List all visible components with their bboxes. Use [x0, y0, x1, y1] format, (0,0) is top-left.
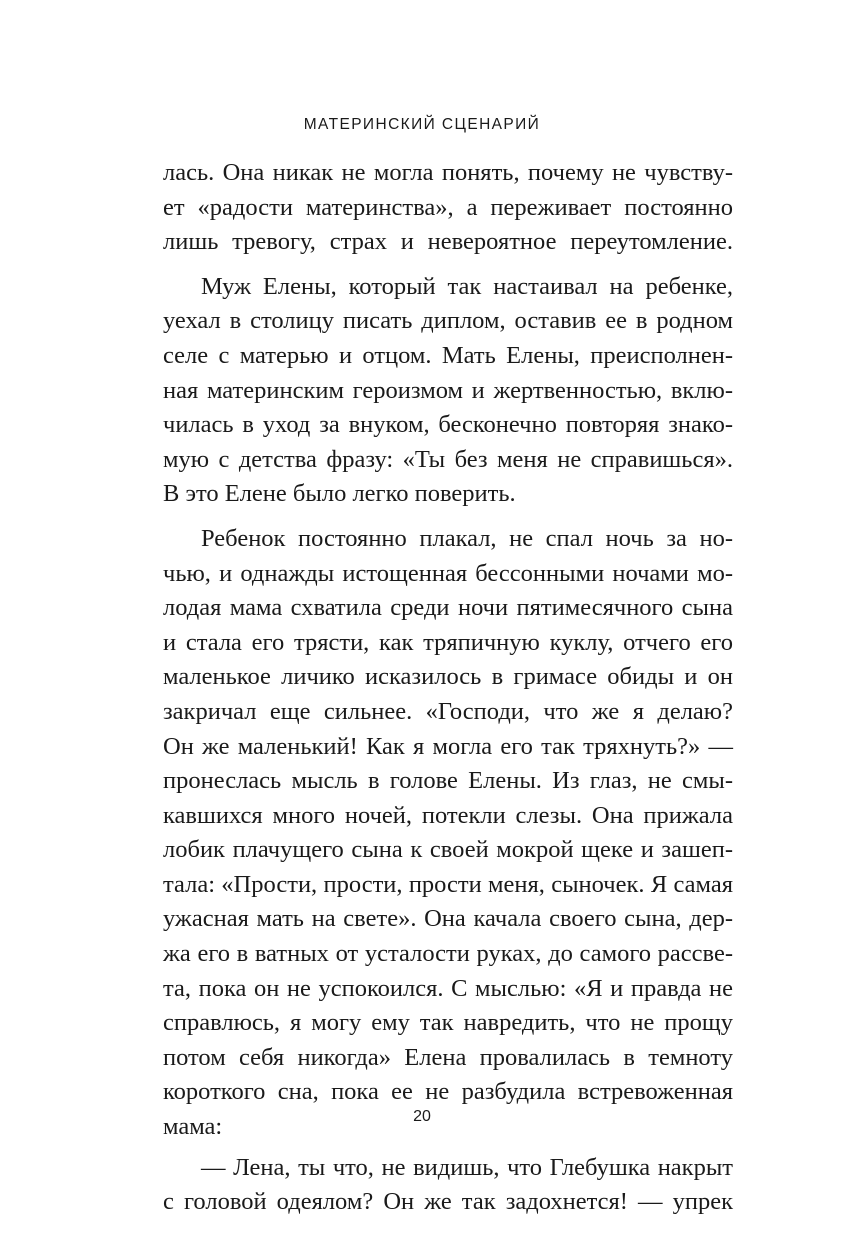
- text-line: чью, и однажды истощенная бессонными ночами мо-: [163, 559, 733, 587]
- text-line: лодая мама схватила среди ночи пятимесячного сына: [163, 594, 733, 622]
- text-line: и стала его трясти, как тряпичную куклу, отчего его: [163, 628, 733, 656]
- text-line: — Лена, ты что, не видишь, что Глебушка накрыт: [201, 1153, 733, 1181]
- text-line: селе с матерью и отцом. Мать Елены, преисполнен-: [163, 341, 733, 369]
- text-line: В это Елене было легко поверить.: [163, 480, 516, 508]
- text-line: пронеслась мысль в голове Елены. Из глаз, не смы-: [163, 767, 733, 795]
- text-line: лась. Она никак не могла понять, почему не чувству-: [163, 159, 733, 186]
- text-line: маленькое личико исказилось в гримасе обиды и он: [163, 663, 733, 691]
- text-line: Ребенок постоянно плакал, не спал ночь за но-: [201, 524, 733, 552]
- text-line: закричал еще сильнее. «Господи, что же я делаю?: [163, 697, 733, 725]
- text-line: лишь тревогу, страх и невероятное переутомление.: [163, 228, 733, 256]
- text-line: справлюсь, я могу ему так навредить, что не прощу: [163, 1009, 733, 1037]
- text-line: уехал в столицу писать диплом, оставив ее в родном: [163, 307, 733, 335]
- text-line: ная материнским героизмом и жертвенностью, вклю-: [163, 376, 733, 404]
- body-text: [163, 156, 733, 1220]
- text-line: тала: «Прости, прости, прости меня, сыночек. Я самая: [163, 870, 733, 898]
- text-line: кавшихся много ночей, потекли слезы. Она прижала: [163, 801, 733, 829]
- text-line: Муж Елены, который так настаивал на ребенке,: [201, 272, 733, 300]
- paragraph-3: [163, 522, 733, 1145]
- running-head: МАТЕРИНСКИЙ СЦЕНАРИЙ: [303, 116, 541, 133]
- text-line: мую с детства фразу: «Ты без меня не справишься».: [163, 445, 733, 473]
- text-line: Он же маленький! Как я могла его так тряхнуть?» —: [163, 732, 733, 760]
- text-line: ужасная мать на свете». Она качала своего сына, дер-: [163, 905, 733, 933]
- text-line: лобик плачущего сына к своей мокрой щеке и зашеп-: [163, 836, 733, 864]
- text-line: та, пока он не успокоился. С мыслью: «Я и правда не: [163, 974, 733, 1002]
- text-line: мама:: [163, 1113, 223, 1141]
- paragraph-2: [163, 270, 733, 512]
- text-line: потом себя никогда» Елена провалилась в темноту: [163, 1043, 733, 1071]
- text-line: ет «радости материнства», а переживает постоянно: [163, 193, 733, 221]
- text-line: чилась в уход за внуком, бесконечно повторяя знако-: [163, 411, 733, 439]
- text-line: короткого сна, пока ее не разбудила встревоженная: [163, 1078, 733, 1106]
- page-number: 20: [413, 1108, 431, 1125]
- text-line: с головой одеялом? Он же так задохнется! — упрек: [163, 1188, 733, 1216]
- paragraph-4: [163, 1151, 733, 1220]
- text-line: жа его в ватных от усталости руках, до самого рассве-: [163, 940, 733, 968]
- paragraph-1: [163, 156, 733, 260]
